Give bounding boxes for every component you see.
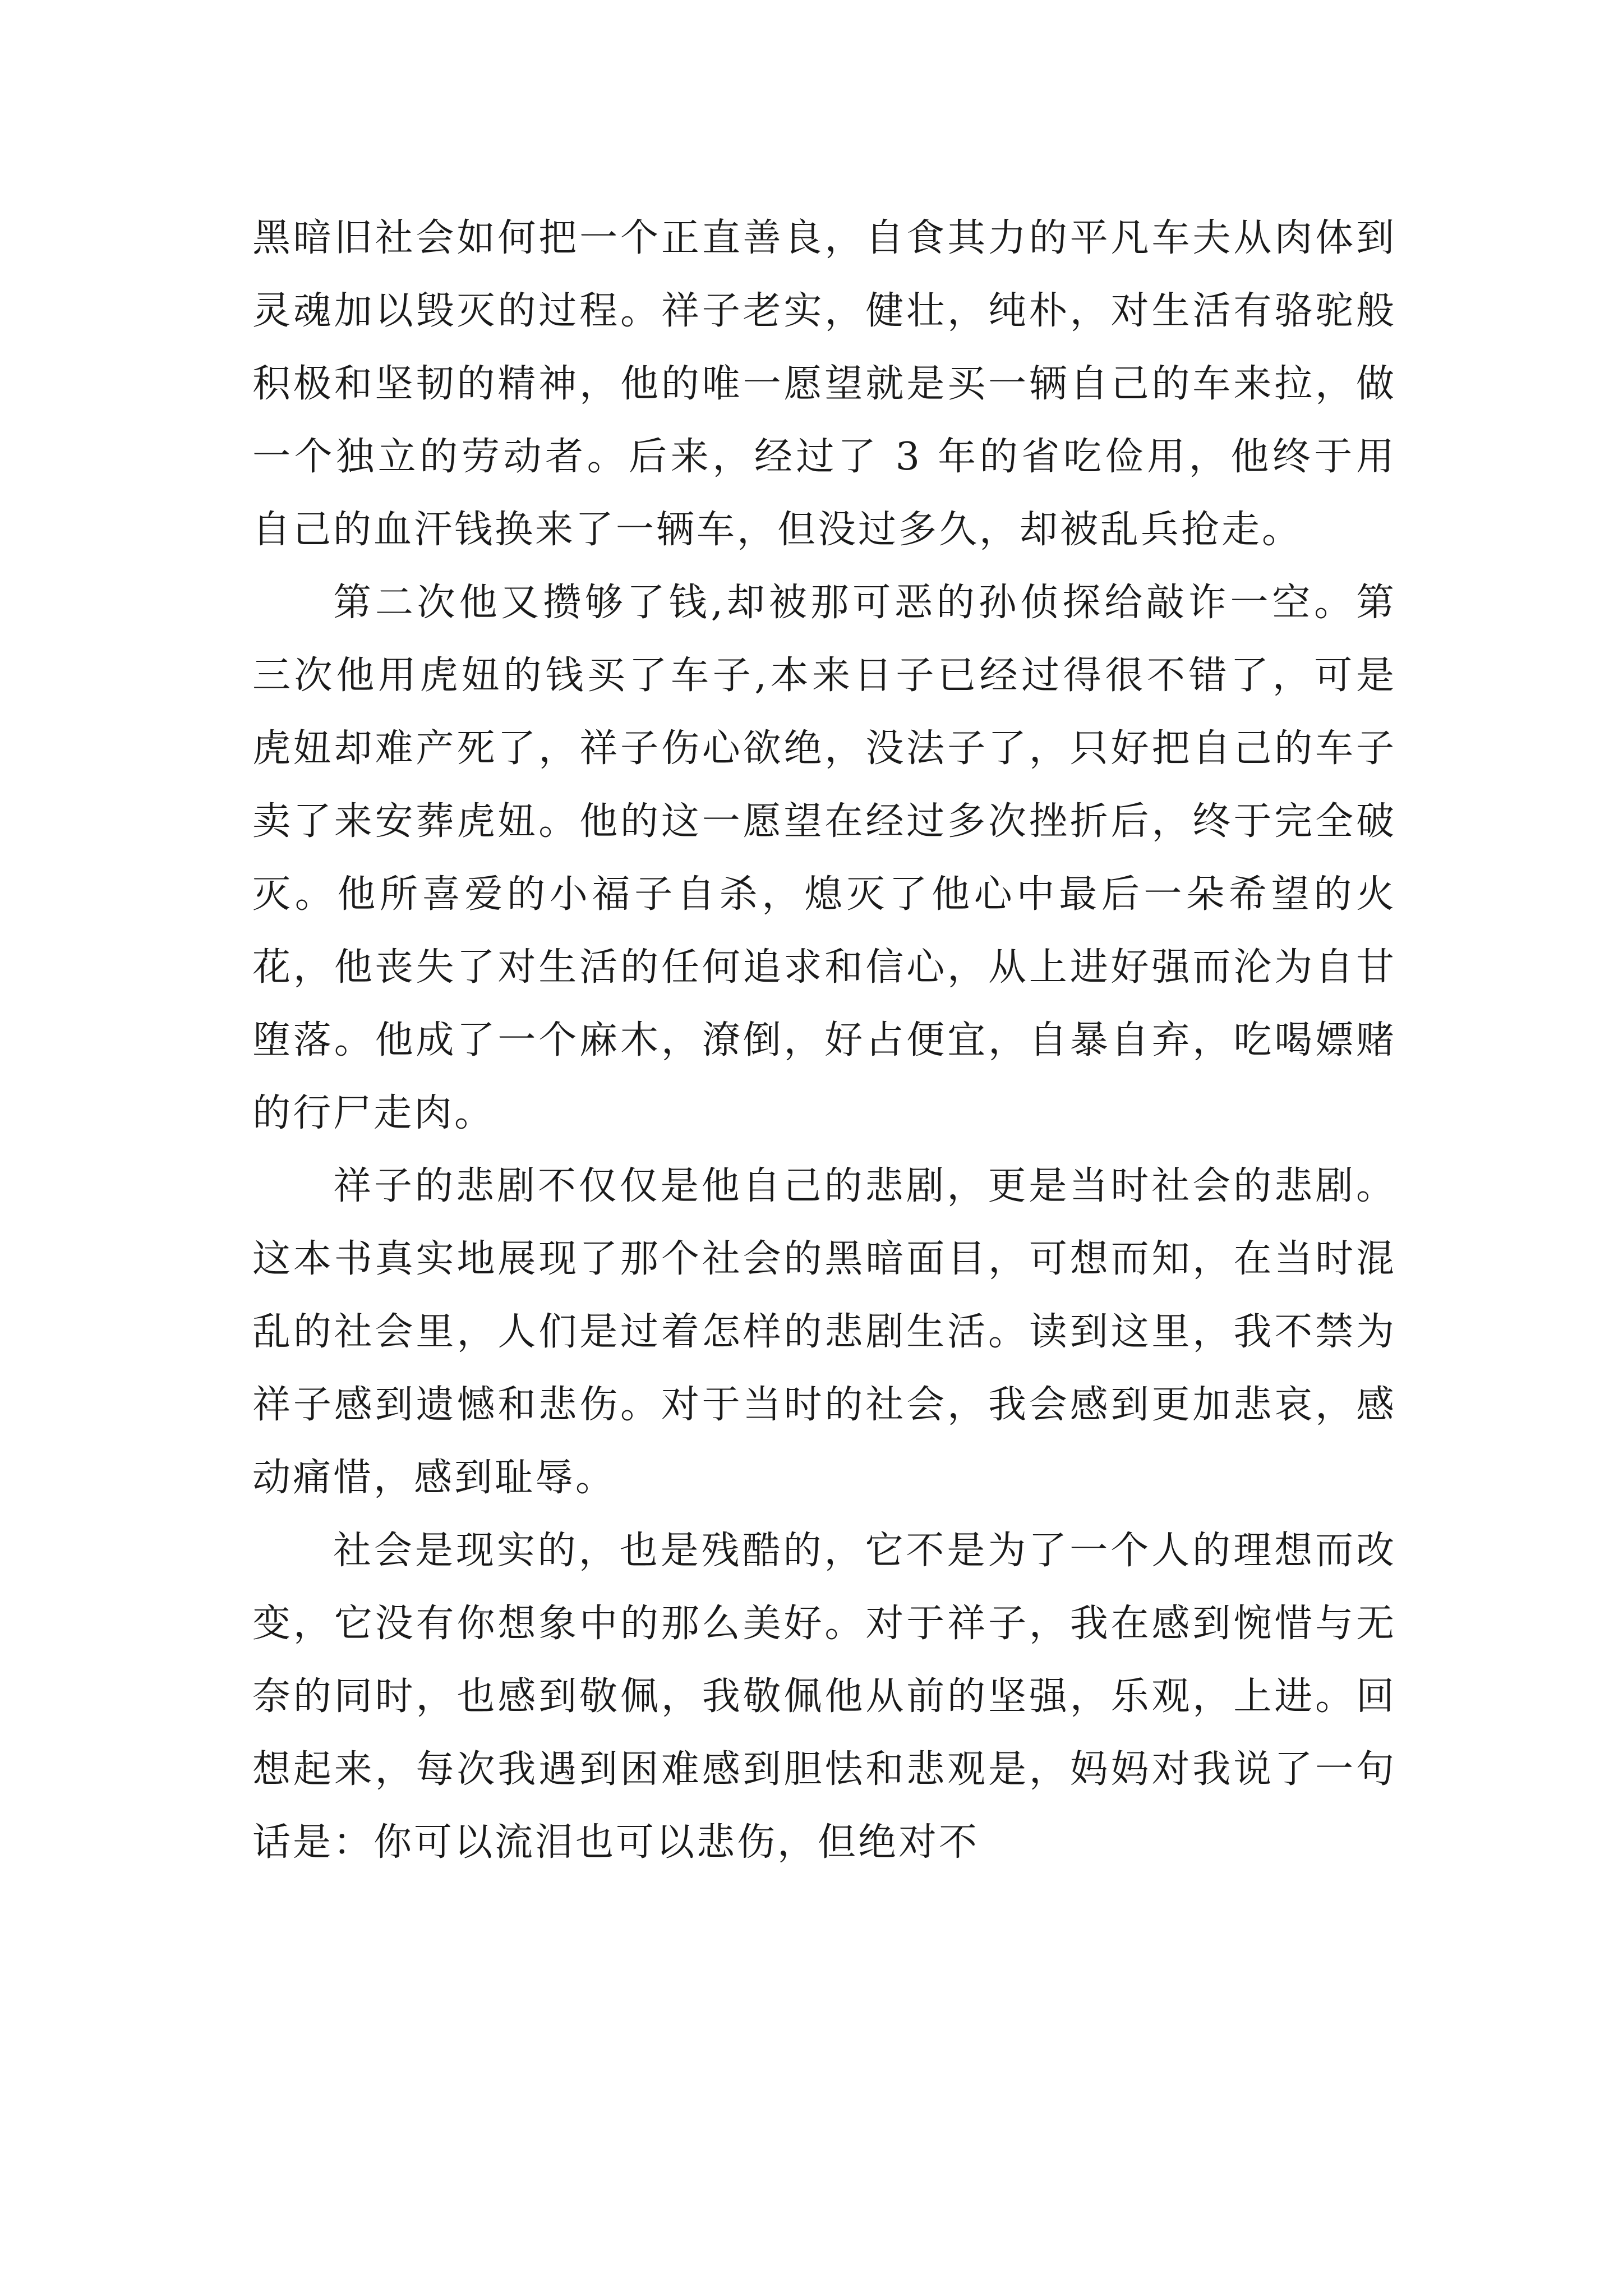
paragraph-3: 祥子的悲剧不仅仅是他自己的悲剧，更是当时社会的悲剧。这本书真实地展现了那个社会的黑暗面目，可想而知，在当时混乱的社会里，人们是过着怎样的悲剧生活。读到这里，我不禁为祥子感到遗憾和悲伤。对于当时的社会，我会感到更加悲哀，感动痛惜，感到耻辱。 <box>252 1164 1396 1500</box>
paragraph-2: 第二次他又攒够了钱,却被那可恶的孙侦探给敲诈一空。第三次他用虎妞的钱买了车子,本来日子已经过得很不错了，可是虎妞却难产死了，祥子伤心欲绝，没法子了，只好把自己的车子卖了来安葬虎妞。他的这一愿望在经过多次挫折后，终于完全破灭。他所喜爱的小福子自杀，熄灭了他心中最后一朵希望的火花，他丧失了对生活的任何追求和信心，从上进好强而沦为自甘堕落。他成了一个麻木，潦倒，好占便宜，自暴自弃，吃喝嫖赌的行尸走肉。 <box>252 581 1396 1135</box>
body-text <box>252 202 1396 1879</box>
paragraph-1: 黑暗旧社会如何把一个正直善良，自食其力的平凡车夫从肉体到灵魂加以毁灭的过程。祥子老实，健壮，纯朴，对生活有骆驼般积极和坚韧的精神，他的唯一愿望就是买一辆自己的车来拉，做一个独立的劳动者。后来，经过了 3 年的省吃俭用，他终于用自己的血汗钱换来了一辆车，但没过多久，却被乱兵抢走。 <box>252 216 1396 552</box>
paragraph-4: 社会是现实的，也是残酷的，它不是为了一个人的理想而改变，它没有你想象中的那么美好。对于祥子，我在感到惋惜与无奈的同时，也感到敬佩，我敬佩他从前的坚强，乐观，上进。回想起来，每次我遇到困难感到胆怯和悲观是，妈妈对我说了一句话是：你可以流泪也可以悲伤，但绝对不 <box>252 1529 1396 1865</box>
